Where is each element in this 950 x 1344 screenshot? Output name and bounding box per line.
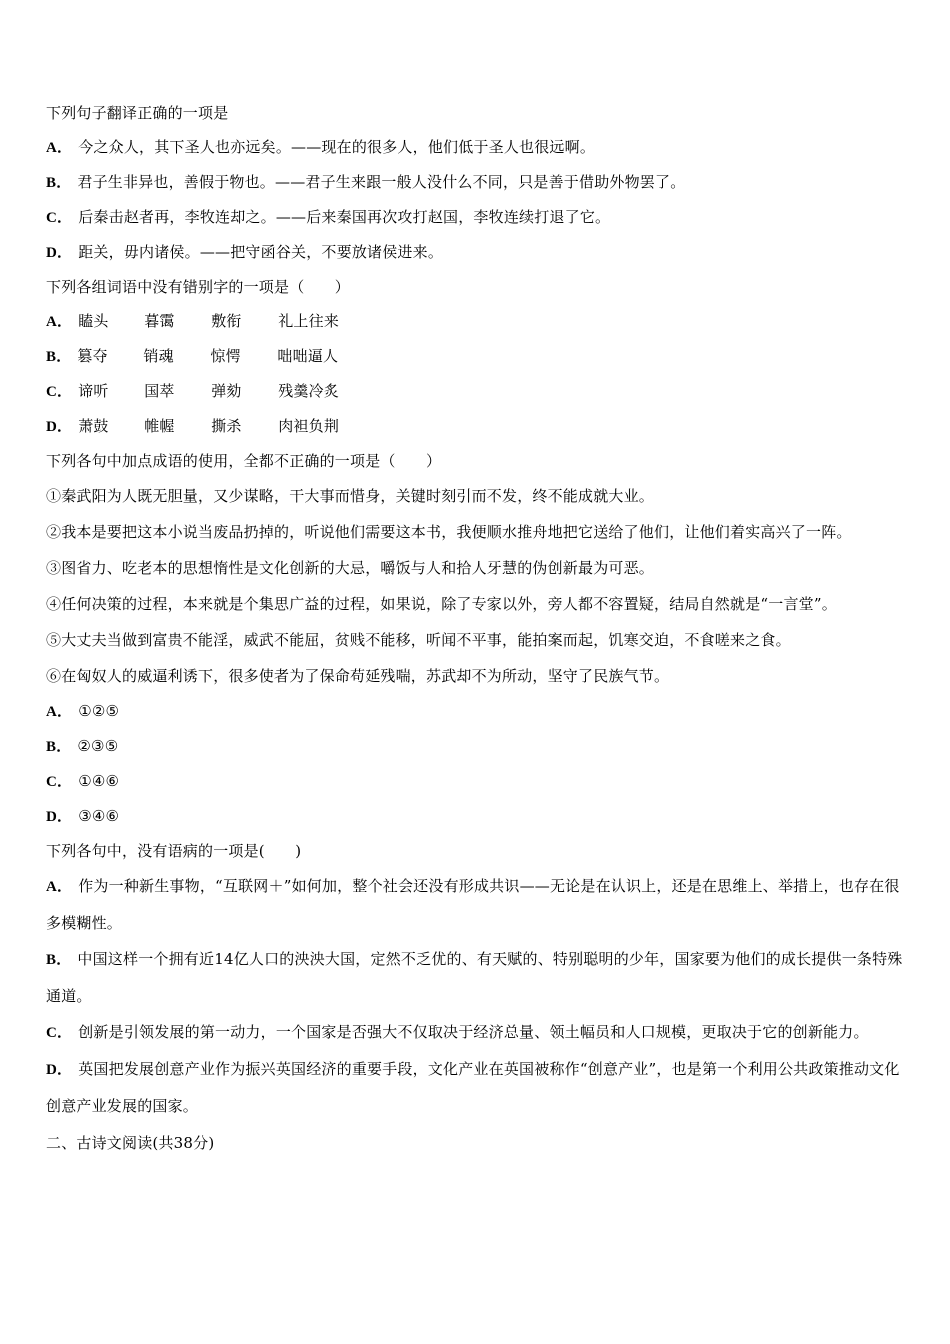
option-letter: C． xyxy=(46,774,73,790)
question-3-option-b xyxy=(46,729,908,764)
question-1-option-d xyxy=(46,235,908,270)
option-letter: C． xyxy=(46,1025,73,1041)
option-text: 英国把发展创意产业作为振兴英国经济的重要手段，文化产业在英国被称作“创意产业”，也是第一个利用公共政策推动文化创意产业发展的国家。 xyxy=(46,1060,900,1115)
option-letter: A． xyxy=(46,314,73,330)
option-letter: B． xyxy=(46,349,72,365)
question-4-option-d xyxy=(46,1051,908,1124)
word: 撕杀 xyxy=(211,417,242,435)
word: 残羹冷炙 xyxy=(278,382,340,400)
option-letter: C． xyxy=(46,384,73,400)
option-letter: B． xyxy=(46,175,72,191)
question-3-option-c xyxy=(46,764,908,799)
question-2-option-a xyxy=(46,304,908,339)
option-text: 创新是引领发展的第一动力，一个国家是否强大不仅取决于经济总量、领土幅员和人口规模，更取决于它的创新能力。 xyxy=(78,1023,869,1041)
option-letter: A． xyxy=(46,140,73,156)
option-text: ①④⑥ xyxy=(78,772,120,790)
question-1-option-c xyxy=(46,200,908,235)
word: 瞌头 xyxy=(78,312,109,330)
option-text: 后秦击赵者再，李牧连却之。——后来秦国再次攻打赵国，李牧连续打退了它。 xyxy=(78,208,611,226)
question-2-stem: 下列各组词语中没有错别字的一项是（ ） xyxy=(46,278,351,296)
question-1-stem: 下列句子翻译正确的一项是 xyxy=(46,104,229,122)
option-text: ②③⑤ xyxy=(77,737,119,755)
word: 惊愕 xyxy=(210,347,241,365)
word: 萧鼓 xyxy=(78,417,109,435)
section-title: 二、古诗文阅读(共38分) xyxy=(46,1134,215,1152)
option-letter: C． xyxy=(46,210,73,226)
option-letter: B． xyxy=(46,739,72,755)
question-3-option-d xyxy=(46,799,908,834)
word: 敷衔 xyxy=(211,312,242,330)
option-text: ③④⑥ xyxy=(78,807,120,825)
word: 咄咄逼人 xyxy=(277,347,339,365)
word: 弹劾 xyxy=(211,382,242,400)
question-4-stem: 下列各句中，没有语病的一项是( ) xyxy=(46,842,302,860)
question-3-sentence-1: ①秦武阳为人既无胆量，又少谋略，干大事而惜身，关键时刻引而不发，终不能成就大业。 xyxy=(46,487,655,505)
word: 国萃 xyxy=(144,382,175,400)
option-letter: D． xyxy=(46,419,73,435)
question-4-option-a xyxy=(46,868,908,941)
option-letter: D． xyxy=(46,809,73,825)
option-text: 君子生非异也，善假于物也。——君子生来跟一般人没什么不同，只是善于借助外物罢了。 xyxy=(77,173,686,191)
question-2-option-c xyxy=(46,374,908,409)
question-3-sentence-5: ⑤大丈夫当做到富贵不能淫，威武不能屈，贫贱不能移，听闻不平事，能拍案而起，饥寒交迫，不食嗟来之食。 xyxy=(46,631,791,649)
question-3-sentence-3: ③图省力、吃老本的思想惰性是文化创新的大忌，嚼饭与人和拾人牙慧的伪创新最为可恶。 xyxy=(46,559,655,577)
option-text: 今之众人，其下圣人也亦远矣。——现在的很多人，他们低于圣人也很远啊。 xyxy=(78,138,596,156)
option-letter: A． xyxy=(46,704,73,720)
question-3-sentence-6: ⑥在匈奴人的威逼利诱下，很多使者为了保命苟延残喘，苏武却不为所动，坚守了民族气节。 xyxy=(46,667,670,685)
word: 帷幄 xyxy=(144,417,175,435)
option-letter: D． xyxy=(46,1062,73,1078)
question-1-option-b xyxy=(46,165,908,200)
option-letter: D． xyxy=(46,245,73,261)
question-2-option-b xyxy=(46,339,908,374)
word: 礼上往来 xyxy=(278,312,340,330)
word: 肉袒负荆 xyxy=(278,417,340,435)
question-3-sentence-4: ④任何决策的过程，本来就是个集思广益的过程，如果说，除了专家以外，旁人都不容置疑，结局自然就是“一言堂”。 xyxy=(46,595,837,613)
question-3-stem: 下列各句中加点成语的使用，全都不正确的一项是（ ） xyxy=(46,452,442,470)
word: 销魂 xyxy=(143,347,174,365)
word: 暮霭 xyxy=(144,312,175,330)
question-3-sentence-2: ②我本是要把这本小说当废品扔掉的，听说他们需要这本书，我便顺水推舟地把它送给了他们，让他们着实高兴了一阵。 xyxy=(46,523,852,541)
question-4-option-c xyxy=(46,1014,908,1051)
exam-page xyxy=(46,96,908,1160)
option-text: 中国这样一个拥有近14亿人口的泱泱大国，定然不乏优的、有天赋的、特别聪明的少年，国家要为他们的成长提供一条特殊通道。 xyxy=(46,950,903,1005)
word: 谛听 xyxy=(78,382,109,400)
question-2-option-d xyxy=(46,409,908,444)
option-letter: A． xyxy=(46,879,73,895)
question-1-option-a xyxy=(46,130,908,165)
option-letter: B． xyxy=(46,952,72,968)
question-4-option-b xyxy=(46,941,908,1014)
option-text: 距关，毋内诸侯。——把守函谷关，不要放诸侯进来。 xyxy=(78,243,444,261)
word: 篡夺 xyxy=(77,347,108,365)
question-3-option-a xyxy=(46,694,908,729)
option-text: 作为一种新生事物，“互联网＋”如何加，整个社会还没有形成共识——无论是在认识上，还是在思维上、举措上，也存在很多模糊性。 xyxy=(46,877,900,932)
option-text: ①②⑤ xyxy=(78,702,120,720)
